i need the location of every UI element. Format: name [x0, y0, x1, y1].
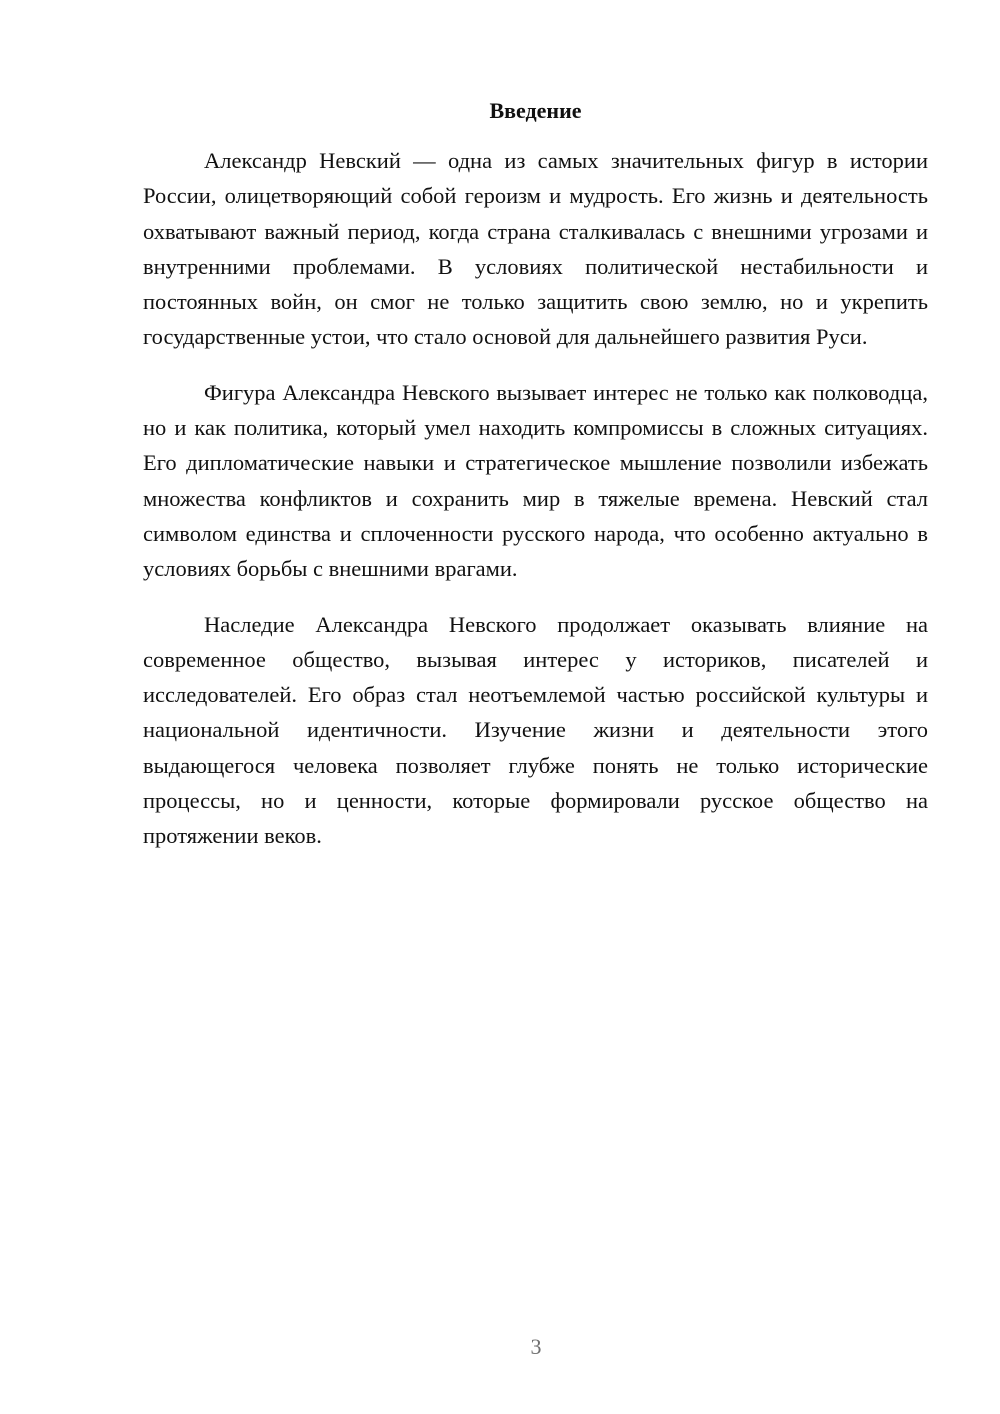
section-heading: Введение: [489, 98, 582, 123]
paragraph-1: Александр Невский — одна из самых значительных фигур в истории России, олицетворяющий собой героизм и мудрость. Его жизнь и деятельность охватывают важный период, когда страна сталкивалась с внешними угрозами и внутренними проблемами. В условиях политической нестабильности и постоянных войн, он смог не только защитить свою землю, но и укрепить государственные устои, что стало основой для дальнейшего развития Руси.: [143, 148, 928, 350]
body-text: [143, 143, 928, 874]
paragraph-3: Наследие Александра Невского продолжает оказывать влияние на современное общество, вызывая интерес у историков, писателей и исследователей. Его образ стал неотъемлемой частью российской культуры и национальной идентичности. Изучение жизни и деятельности этого выдающегося человека позволяет глубже понять не только исторические процессы, но и ценности, которые формировали русское общество на протяжении веков.: [143, 611, 928, 849]
paragraph-2: Фигура Александра Невского вызывает интерес не только как полководца, но и как политика, который умел находить компромиссы в сложных ситуациях. Его дипломатические навыки и стратегическое мышление позволили избежать множества конфликтов и сохранить мир в тяжелые времена. Невский стал символом единства и сплоченности русского народа, что особенно актуально в условиях борьбы с внешними врагами.: [143, 379, 928, 582]
page-number: 3: [530, 1334, 542, 1359]
